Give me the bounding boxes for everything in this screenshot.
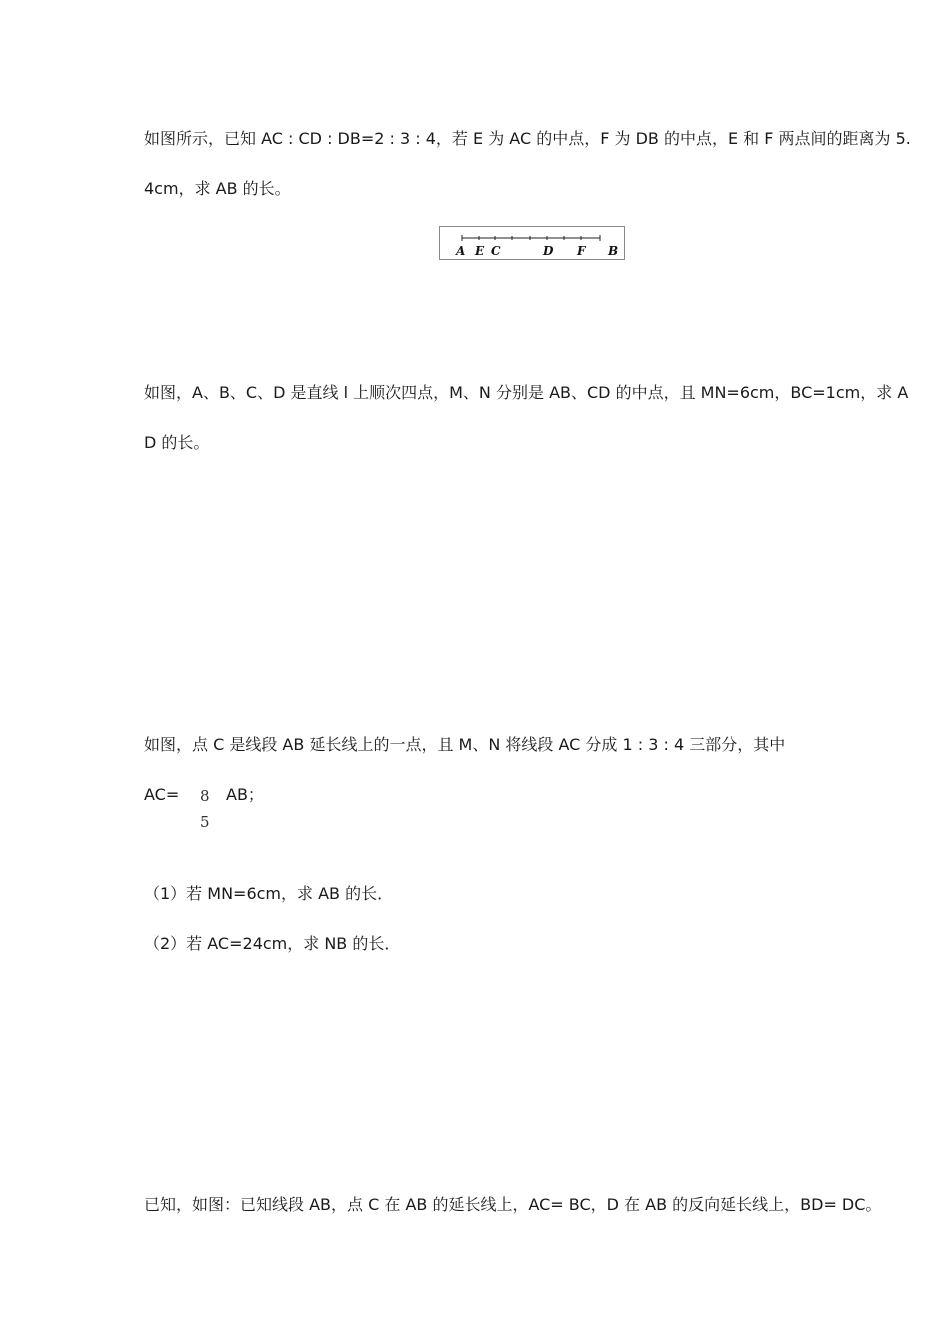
problem3-ac-suffix: AB； — [226, 785, 264, 804]
segment-figure — [439, 226, 625, 260]
problem1-line1: 如图所示，已知 AC : CD : DB=2 : 3 : 4，若 E 为 AC 的中点，F 为 DB 的中点，E 和 F 两点间的距离为 5. — [144, 129, 911, 148]
problem1-line2: 4cm，求 AB 的长。 — [144, 179, 291, 198]
fraction-denominator: 5 — [200, 813, 210, 831]
label-d: D — [543, 244, 554, 258]
problem2-line2: D 的长。 — [144, 433, 210, 452]
label-f: F — [577, 244, 586, 258]
problem4-line1: 已知，如图：已知线段 AB，点 C 在 AB 的延长线上，AC= BC，D 在 AB 的反向延长线上，BD= DC。 — [144, 1195, 882, 1214]
label-a: A — [456, 244, 466, 258]
label-e: E — [475, 244, 485, 258]
problem3-question2: （2）若 AC=24cm，求 NB 的长． — [144, 934, 401, 953]
fraction-numerator: 8 — [200, 787, 210, 805]
problem3-question1: （1）若 MN=6cm，求 AB 的长． — [144, 884, 394, 903]
label-b: B — [608, 244, 619, 258]
problem2-line1: 如图，A、B、C、D 是直线 l 上顺次四点，M、N 分别是 AB、CD 的中点，且 MN=6cm，BC=1cm，求 A — [144, 383, 909, 402]
label-c: C — [491, 244, 501, 258]
problem3-ac-prefix: AC= — [144, 785, 180, 804]
segment-diagram — [440, 227, 624, 259]
problem3-line1: 如图，点 C 是线段 AB 延长线上的一点，且 M、N 将线段 AC 分成 1 : 3 : 4 三部分，其中 — [144, 735, 786, 754]
